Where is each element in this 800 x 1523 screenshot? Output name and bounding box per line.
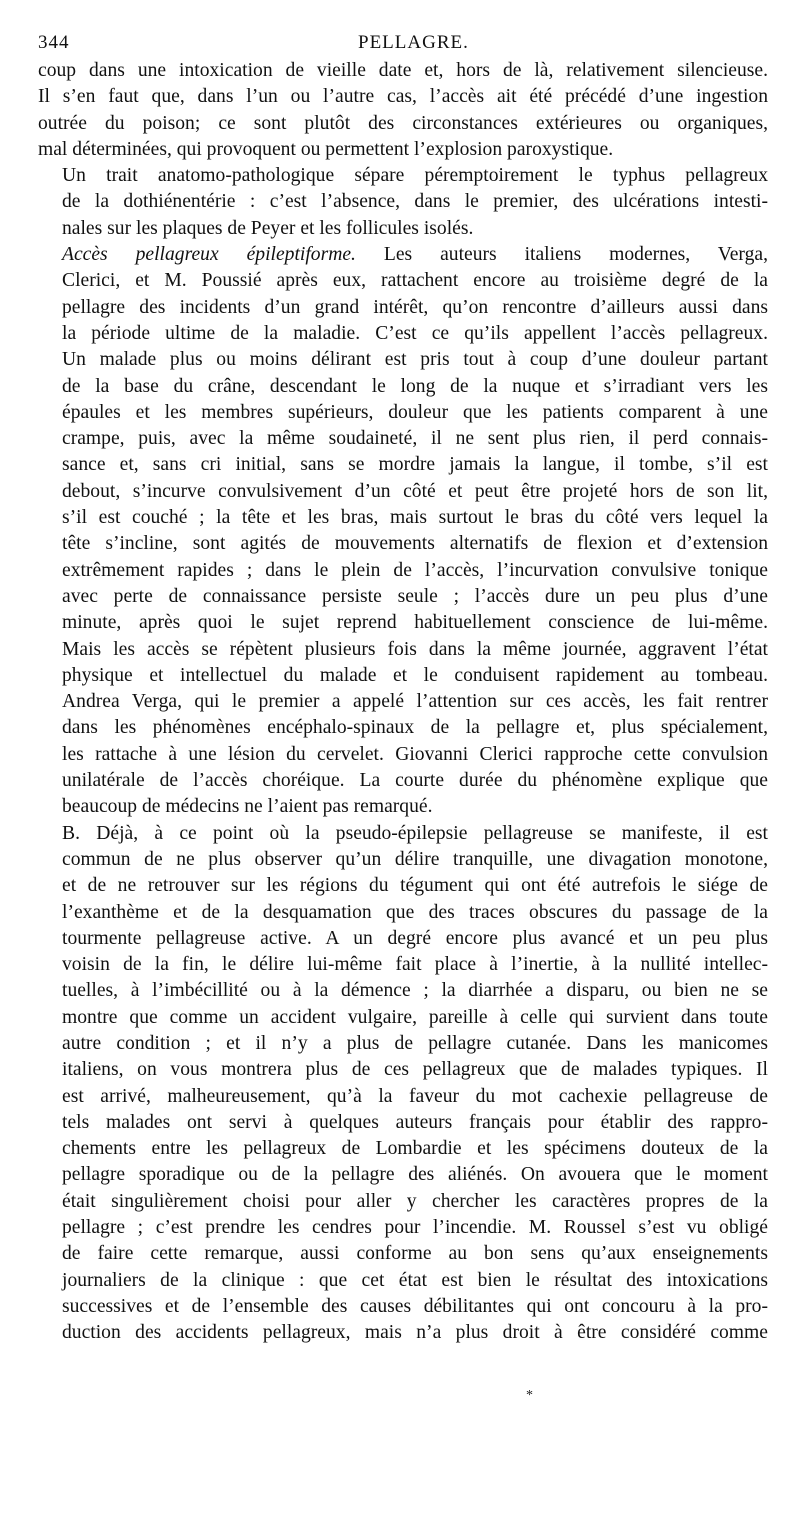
text-line: journaliers de la clinique : que cet état est bien le résultat des intoxications [62,1269,768,1291]
text-line: italiens, on vous montrera plus de ces pellagreux que de malades typiques. Il [62,1059,768,1081]
text-line: tête s’incline, sont agités de mouvements alternatifs de flexion et d’extension [62,533,768,555]
text-line: est arrivé, malheureusement, qu’à la faveur du mot cachexie pellagreuse de [62,1085,768,1107]
text-line: nales sur les plaques de Peyer et les follicules isolés. [62,217,474,239]
text-line: pellagre ; c’est prendre les cendres pour l’incendie. M. Roussel s’est vu obligé [62,1217,768,1239]
text-line: chements entre les pellagreux de Lombardie et les spécimens douteux de la [62,1138,768,1160]
text-line: de la dothiénentérie : c’est l’absence, dans le premier, des ulcérations intesti- [62,191,768,213]
text-line: sance et, sans cri initial, sans se mordre jamais la langue, il tombe, s’il est [62,454,768,476]
text-line: tourmente pellagreuse active. A un degré encore plus avancé et un peu plus [62,927,768,949]
text-line: la période ultime de la maladie. C’est ce qu’ils appellent l’accès pellagreux. [62,322,768,344]
text-line: autre condition ; et il n’y a plus de pellagre cutanée. Dans les manicomes [62,1032,768,1054]
text-line: physique et intellectuel du malade et le conduisent rapidement au tombeau. [62,664,768,686]
text-line: tels malades ont servi à quelques auteurs français pour établir des rappro- [62,1111,768,1133]
text-line: Andrea Verga, qui le premier a appelé l’attention sur ces accès, les fait rentrer [62,691,768,713]
text-line: Clerici, et M. Poussié après eux, rattachent encore au troisième degré de la [62,270,768,292]
text-line: unilatérale de l’accès choréique. La courte durée du phénomène explique que [62,770,768,792]
text-line: duction des accidents pellagreux, mais n’a plus droit à être considéré comme [62,1322,768,1344]
text-line: pellagre des incidents d’un grand intérêt, qu’on rencontre d’ailleurs aussi dans [62,296,768,318]
paragraph-3 [38,242,768,821]
text-line: Il s’en faut que, dans l’un ou l’autre cas, l’accès ait été précédé d’une ingestion [38,86,768,108]
text-line: et de ne retrouver sur les régions du tégument qui ont été autrefois le siége de [62,875,768,897]
running-title: PELLAGRE. [358,32,469,53]
text-line: B. Déjà, à ce point où la pseudo-épilepsie pellagreuse se manifeste, il est [62,822,768,844]
text-line: minute, après quoi le sujet reprend habituellement conscience de lui-même. [62,612,768,634]
paragraph-2 [38,163,768,242]
text-line: Un trait anatomo-pathologique sépare péremptoirement le typhus pellagreux [62,165,768,187]
text-line: tuelles, à l’imbécillité ou à la démence ; la diarrhée a disparu, ou bien ne se [62,980,768,1002]
text-line: voisin de la fin, le délire lui-même fait place à l’inertie, à la nullité intellec- [62,954,768,976]
text-line: l’exanthème et de la desquamation que des traces obscures du passage de la [62,901,768,923]
text-line: extrêmement rapides ; dans le plein de l’accès, l’incurvation convulsive tonique [62,559,768,581]
text-line: s’il est couché ; la tête et les bras, mais surtout le bras du côté vers lequel la [62,507,768,529]
text-fragment: Les auteurs italiens modernes, Verga, [355,244,768,266]
page-header [38,18,768,58]
text-line: avec perte de connaissance persiste seule ; l’accès dure un peu plus d’une [62,585,768,607]
text-line: debout, s’incurve convulsivement d’un côté et peut être projeté hors de son lit, [62,480,768,502]
text-line: de faire cette remarque, aussi conforme au bon sens qu’aux enseignements [62,1243,768,1265]
printer-mark: * [526,1388,533,1403]
text-line: successives et de l’ensemble des causes débilitantes qui ont concouru à la pro- [62,1295,768,1317]
text-line: mal déterminées, qui provoquent ou permettent l’explosion paroxystique. [38,138,614,160]
text-line: montre que comme un accident vulgaire, pareille à celle qui survient dans toute [62,1006,768,1028]
text-line: outrée du poison; ce sont plutôt des circonstances extérieures ou organiques, [38,112,768,134]
text-line: épaules et les membres supérieurs, douleur que les patients comparent à une [62,401,768,423]
text-line: coup dans une intoxication de vieille date et, hors de là, relativement silencieuse. [38,60,768,81]
paragraph-1 [38,58,768,163]
text-line: de la base du crâne, descendant le long de la nuque et s’irradiant vers les [62,375,768,397]
text-line: dans les phénomènes encéphalo-spinaux de la pellagre et, plus spécialement, [62,717,768,739]
text-line: les rattache à une lésion du cervelet. Giovanni Clerici rapproche cette convulsion [62,743,768,765]
text-line [38,242,768,268]
text-line: était singulièrement choisi pour aller y chercher les caractères propres de la [62,1190,768,1212]
body-text [38,58,768,1347]
text-line: beaucoup de médecins ne l’aient pas remarqué. [62,796,433,818]
text-line: crampe, puis, avec la même soudaineté, il ne sent plus rien, il perd connais- [62,428,768,450]
text-line: Un malade plus ou moins délirant est pris tout à coup d’une douleur partant [62,349,768,371]
page-number: 344 [38,32,70,53]
paragraph-4 [38,821,768,1347]
text-line: Mais les accès se répètent plusieurs fois dans la même journée, aggravent l’état [62,638,768,660]
text-line: pellagre sporadique ou de la pellagre des aliénés. On avouera que le moment [62,1164,768,1186]
section-heading-italic: Accès pellagreux épileptiforme. [62,244,356,266]
book-page [38,18,768,1347]
text-line: commun de ne plus observer qu’un délire tranquille, une divagation monotone, [62,848,768,870]
